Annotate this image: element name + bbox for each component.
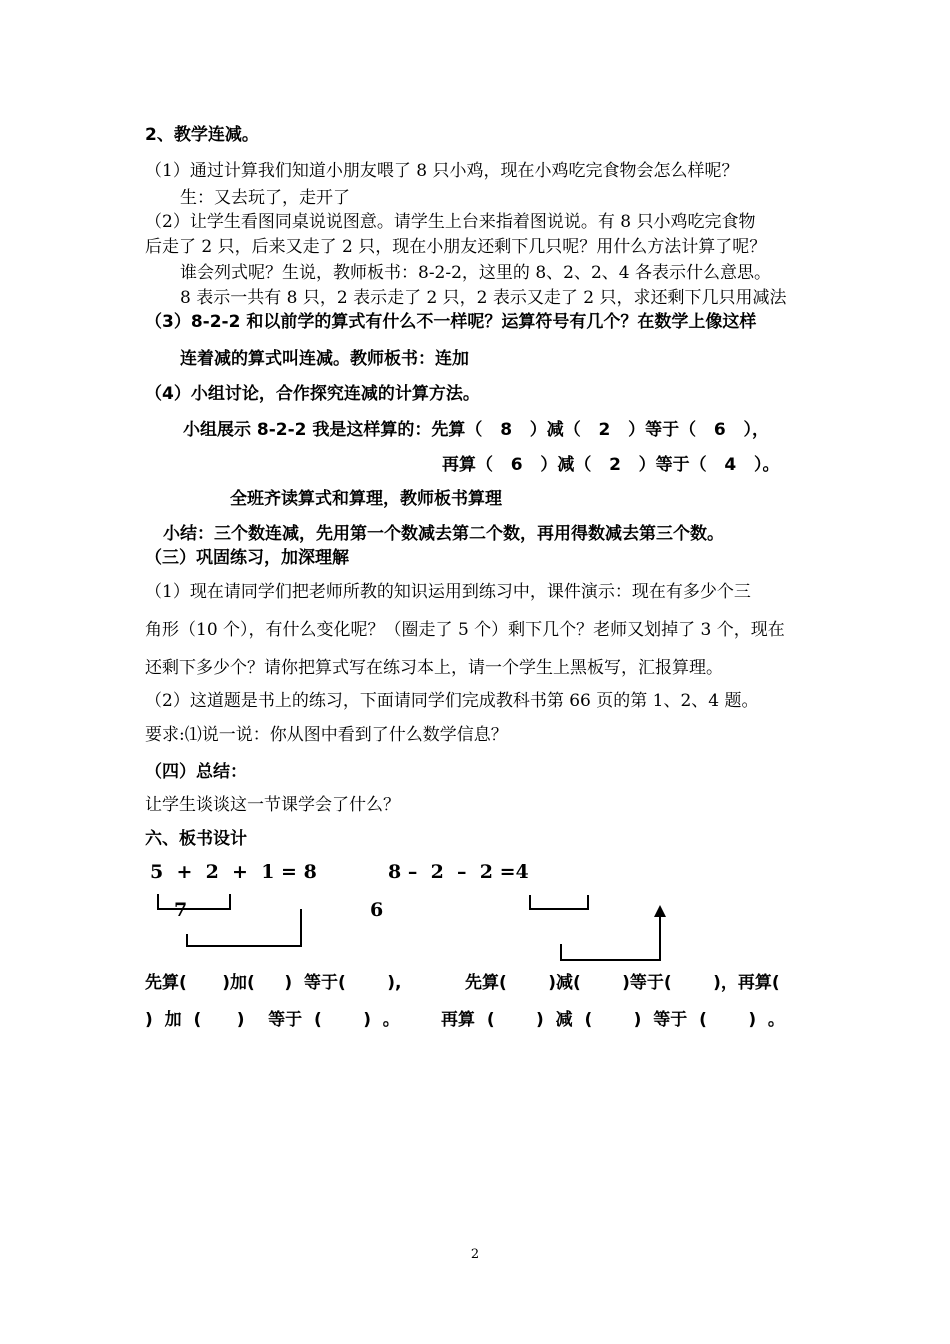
- section-heading: 2、教学连减。: [145, 125, 259, 145]
- paragraph-line: 全班齐读算式和算理，教师板书算理: [230, 489, 502, 509]
- paragraph-line: 小组展示 8-2-2 我是这样算的：先算（ 8 ）减（ 2 ）等于（ 6 ），: [183, 420, 769, 440]
- paragraph-line: （1）现在请同学们把老师所教的知识运用到练习中，课件演示：现在有多少个三: [145, 582, 751, 602]
- page-number: 2: [470, 1247, 480, 1262]
- fill-in-line: ) 加 ( ) 等于 ( ) 。: [145, 1010, 400, 1030]
- paragraph-line: （3）8-2-2 和以前学的算式有什么不一样呢？运算符号有几个？在数学上像这样: [145, 312, 757, 332]
- paragraph-line: 后走了 2 只，后来又走了 2 只，现在小朋友还剩下几只呢？用什么方法计算了呢？: [145, 237, 767, 257]
- bracket-add-first: [158, 894, 230, 909]
- paragraph-line: 8 表示一共有 8 只，2 表示走了 2 只，2 表示又走了 2 只，求还剩下几只用减法: [180, 288, 787, 308]
- paragraph-line: （2）让学生看图同桌说说图意。请学生上台来指着图说说。有 8 只小鸡吃完食物: [145, 212, 756, 232]
- fill-in-line: 先算( )加( ) 等于( ),: [145, 973, 402, 993]
- arrow-head-icon: [654, 905, 666, 917]
- fill-in-line: 再算 ( ) 减 ( ) 等于 ( ) 。: [441, 1010, 785, 1030]
- addition-equation: 5 + 2 + 1 = 8: [150, 861, 317, 883]
- paragraph-line: （1）通过计算我们知道小朋友喂了 8 只小鸡，现在小鸡吃完食物会怎么样呢？: [145, 161, 739, 181]
- bracket-sub-first: [530, 895, 588, 909]
- section-heading: （四）总结：: [145, 762, 247, 782]
- bracket-add-second: [187, 909, 301, 946]
- intermediate-sum: 7: [174, 899, 188, 921]
- paragraph-line: 角形（10 个），有什么变化呢？（圈走了 5 个）剩下几个？老师又划掉了 3 个，现在: [145, 620, 785, 640]
- fill-in-line: 先算( )减( )等于( )，再算(: [465, 973, 780, 993]
- subtraction-equation: 8 – 2 – 2 =4: [388, 861, 529, 883]
- paragraph-line: 还剩下多少个？请你把算式写在练习本上，请一个学生上黑板写，汇报算理。: [145, 658, 723, 678]
- summary-line: 小结：三个数连减，先用第一个数减去第二个数，再用得数减去第三个数。: [163, 524, 724, 544]
- paragraph-line: 谁会列式呢？生说，教师板书：8-2-2，这里的 8、2、2、4 各表示什么意思。: [180, 263, 772, 283]
- section-heading: （三）巩固练习，加深理解: [145, 548, 349, 568]
- paragraph-line: 生：又去玩了，走开了: [180, 188, 350, 208]
- intermediate-difference: 6: [370, 899, 384, 921]
- section-heading: 六、板书设计: [145, 829, 247, 849]
- paragraph-line: 再算（ 6 ）减（ 2 ）等于（ 4 ）。: [442, 455, 780, 475]
- paragraph-line: （2）这道题是书上的练习，下面请同学们完成教科书第 66 页的第 1、2、4 题。: [145, 691, 759, 711]
- paragraph-line: 要求:⑴说一说：你从图中看到了什么数学信息？: [145, 725, 508, 745]
- bracket-sub-second: [561, 914, 660, 960]
- paragraph-line: （4）小组讨论，合作探究连减的计算方法。: [145, 384, 480, 404]
- paragraph-line: 让学生谈谈这一节课学会了什么？: [145, 795, 400, 815]
- paragraph-line: 连着减的算式叫连减。教师板书：连加: [180, 349, 469, 369]
